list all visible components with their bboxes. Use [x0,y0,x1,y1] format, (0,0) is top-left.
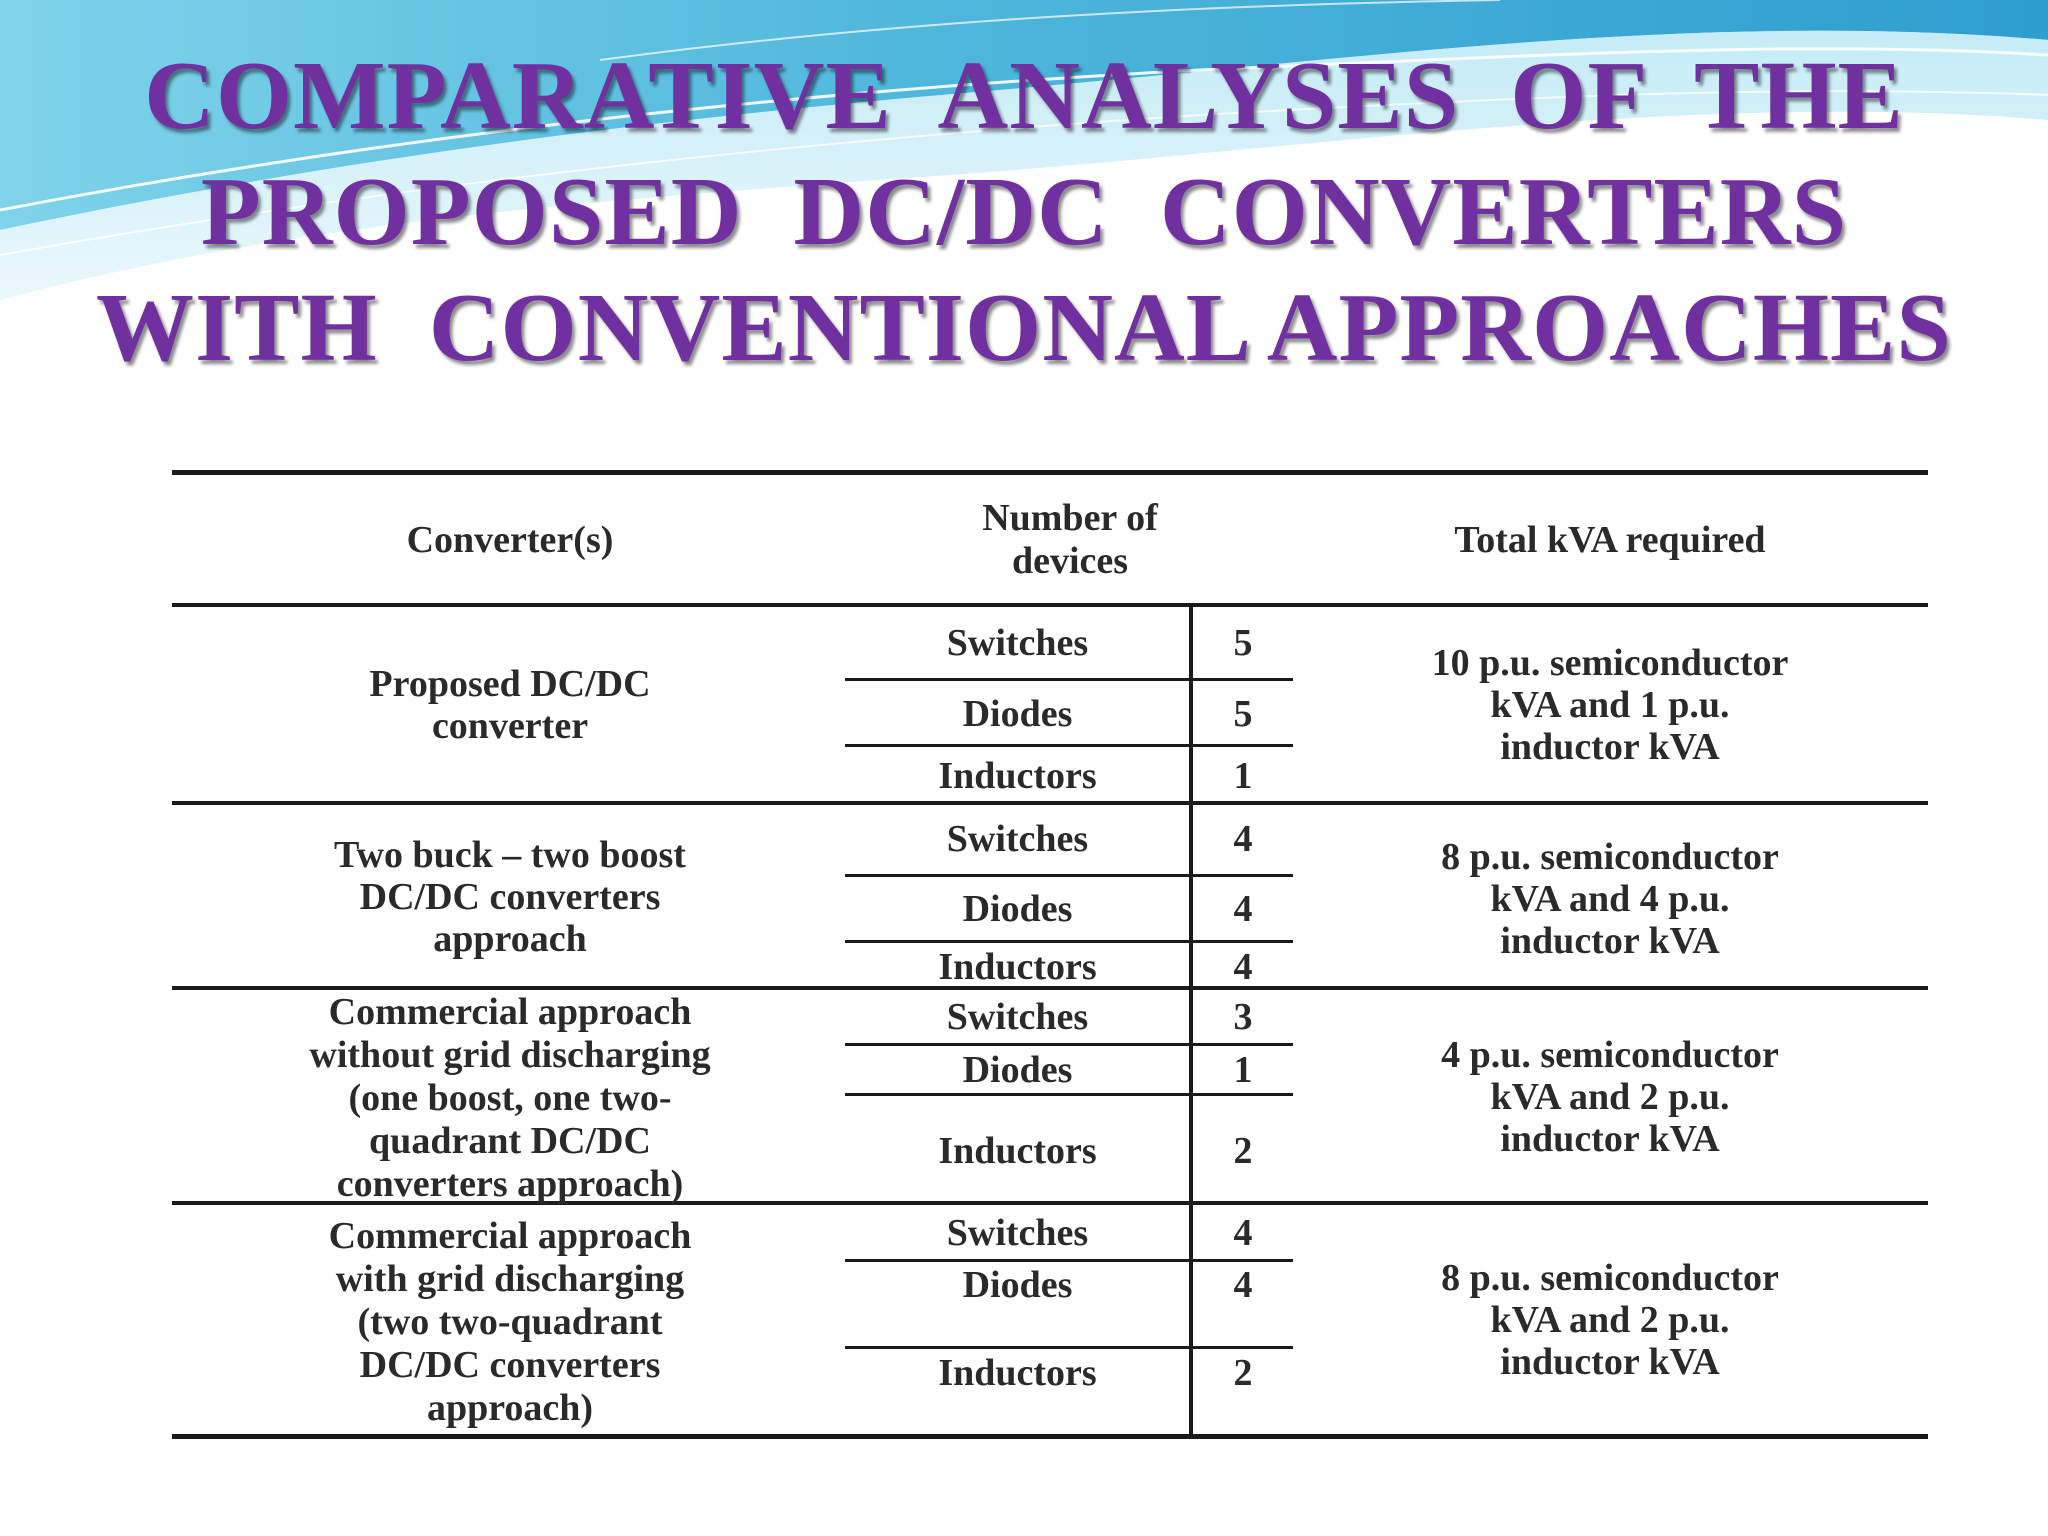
kva-line: inductor kVA [1500,920,1720,962]
converter-name-line: converter [431,705,589,747]
device-count: 2 [1233,1352,1253,1394]
converter-name-line: DC/DC converters [359,1344,661,1386]
kva-line: kVA and 2 p.u. [1490,1299,1730,1341]
device-type: Inductors [938,946,1097,988]
device-row-rule [845,1346,1293,1349]
device-row-rule [845,678,1293,681]
converter-name-line: Commercial approach [328,1215,692,1257]
device-count: 3 [1233,996,1253,1038]
converter-name-line: DC/DC converters [359,876,661,918]
device-type: Switches [946,622,1089,664]
converter-name-line: Commercial approach [328,991,692,1033]
kva-line: 8 p.u. semiconductor [1441,1257,1779,1299]
device-row-rule [845,1043,1293,1046]
device-count: 4 [1233,888,1253,930]
kva-line: kVA and 2 p.u. [1490,1076,1730,1118]
converter-name-line: Two buck – two boost [334,834,686,876]
header-devices-line-1: Number of [982,497,1158,539]
device-type: Diodes [962,693,1073,735]
device-type: Diodes [962,888,1073,930]
device-count: 5 [1233,693,1253,735]
title-line-3: WITH CONVENTIONAL APPROACHES [96,274,1952,382]
device-row-rule [845,1259,1293,1262]
kva-line: 4 p.u. semiconductor [1441,1034,1779,1076]
group-divider-rule [172,801,1928,805]
converter-name-line: approach) [426,1387,594,1429]
converter-name-line: approach [433,918,587,960]
device-type: Switches [946,818,1089,860]
converter-name-line: with grid discharging [335,1258,685,1300]
converter-name-line: converters approach) [336,1163,684,1205]
device-type: Inductors [938,1352,1097,1394]
device-count: 1 [1233,755,1253,797]
kva-line: inductor kVA [1500,1118,1720,1160]
title-line-1: COMPARATIVE ANALYSES OF THE [144,42,1904,150]
device-count: 5 [1233,622,1253,664]
header-kva: Total kVA required [1454,519,1766,561]
kva-line: inductor kVA [1500,726,1720,768]
converter-name-line: (two two-quadrant [357,1301,663,1343]
device-count: 4 [1233,818,1253,860]
converter-name-line: without grid discharging [309,1034,711,1076]
kva-line: 8 p.u. semiconductor [1441,836,1779,878]
device-type: Switches [946,1212,1089,1254]
device-count: 1 [1233,1049,1253,1091]
converter-name-line: quadrant DC/DC [369,1120,651,1162]
header-bottom-rule [172,603,1928,607]
device-type: Diodes [962,1049,1073,1091]
device-type: Inductors [938,1130,1097,1172]
header-converter: Converter(s) [406,519,614,561]
device-type: Inductors [938,755,1097,797]
kva-line: 10 p.u. semiconductor [1431,642,1789,684]
kva-line: inductor kVA [1500,1341,1720,1383]
table-bottom-rule [172,1434,1928,1439]
device-type: Diodes [962,1264,1073,1306]
slide-title [0,38,2048,386]
converter-name-line: (one boost, one two- [348,1077,672,1119]
device-type: Switches [946,996,1089,1038]
device-count: 4 [1233,946,1253,988]
header-devices-line-2: devices [1011,540,1129,582]
title-line-2: PROPOSED DC/DC CONVERTERS [200,158,1848,266]
device-row-rule [845,874,1293,877]
device-count: 4 [1233,1212,1253,1254]
kva-line: kVA and 1 p.u. [1490,684,1730,726]
kva-line: kVA and 4 p.u. [1490,878,1730,920]
table-top-rule [172,470,1928,475]
device-row-rule [845,1093,1293,1096]
device-row-rule [845,940,1293,943]
device-row-rule [845,744,1293,747]
devices-column-divider [1189,605,1193,1436]
converter-name-line: Proposed DC/DC [369,663,651,705]
device-count: 2 [1233,1130,1253,1172]
device-count: 4 [1233,1264,1253,1306]
